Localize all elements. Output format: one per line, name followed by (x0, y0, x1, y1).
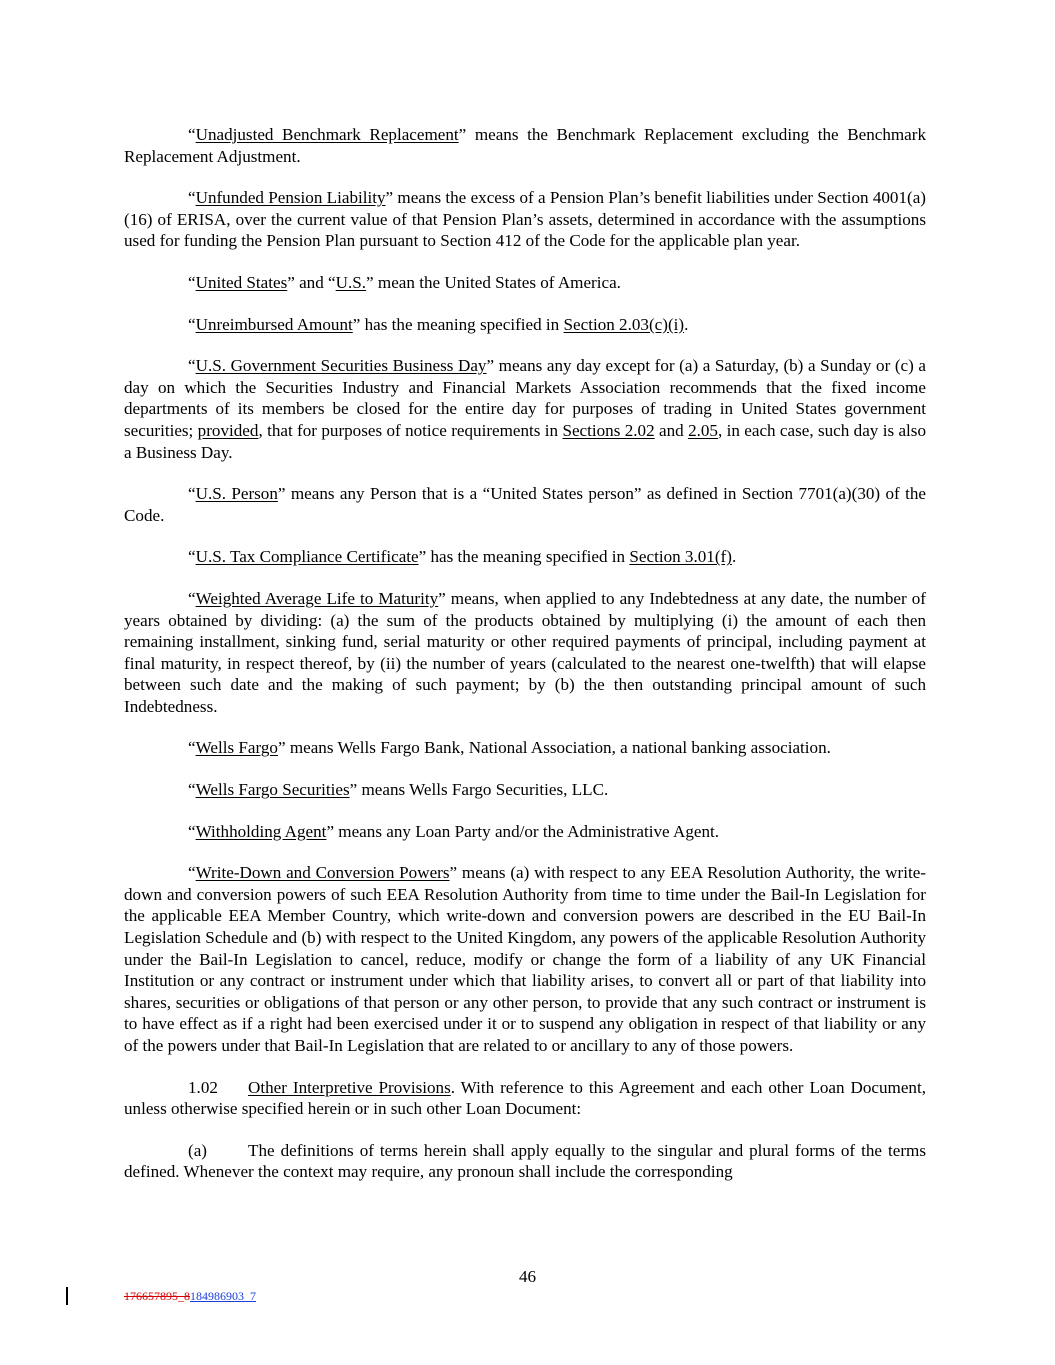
defined-term: Withholding Agent (195, 821, 327, 841)
definition-write-down-conversion-powers: “Write-Down and Conversion Powers” means (a) with respect to any EEA Resolution Authority, the write-down and conversion powers of such EEA Resolution Authority from time to time under the Bail-In Legislation for the applicable EEA Member Country, which write-down and conversion powers are described in the EU Bail-In Legislation Schedule and (b) with respect to the United Kingdom, any powers of the applicable Resolution Authority under the Bail-In Legislation to cancel, reduce, modify or change the form of a liability of any UK Financial Institution or any contract or instrument under which that liability arises, to convert all or part of that liability into shares, securities or obligations of that person or any other person, to provide that any such contract or instrument is to have effect as if a right had been exercised under it or to suspend any obligation in respect of that liability or any of the powers under that Bail-In Legislation that are related to or ancillary to any of those powers. (124, 863, 926, 1055)
definition-unadjusted-benchmark-replacement: “Unadjusted Benchmark Replacement” means the Benchmark Replacement excluding the Benchmark Replacement Adjustment. (124, 125, 927, 166)
section-reference: Section 2.03(c)(i) (563, 314, 685, 334)
section-1-02: 1.02 Other Interpretive Provisions. With reference to this Agreement and each other Loan Document, unless otherwise specified herein or in such other Loan Document: (124, 1077, 926, 1119)
clause-label: (a) (188, 1140, 207, 1160)
section-reference: Section 3.01(f) (629, 547, 732, 567)
definition-us-person: “U.S. Person” means any Person that is a “United States person” as defined in Section 7701(a)(30) of the Code. (124, 484, 926, 525)
defined-term: Unreimbursed Amount (195, 314, 353, 334)
revision-change-bar (66, 1287, 68, 1305)
document-id-deleted: 176657895_8 (124, 1289, 190, 1303)
definition-wells-fargo-securities: “Wells Fargo Securities” means Wells Fargo Securities, LLC. (188, 780, 609, 800)
definition-us-tax-compliance-certificate: “U.S. Tax Compliance Certificate” has the meaning specified in Section 3.01(f). (188, 547, 737, 567)
definition-united-states: “United States” and “U.S.” mean the United States of America. (188, 272, 621, 292)
definition-unreimbursed-amount: “Unreimbursed Amount” has the meaning specified in Section 2.03(c)(i). (188, 314, 689, 334)
document-id (124, 1289, 256, 1304)
provided-term: provided (197, 420, 259, 440)
defined-term: United States (195, 272, 288, 292)
section-reference: 2.05 (688, 420, 718, 440)
document-body (124, 124, 926, 1203)
page-number: 46 (518, 1267, 537, 1286)
defined-term: Write-Down and Conversion Powers (195, 863, 450, 883)
definition-unfunded-pension-liability: “Unfunded Pension Liability” means the excess of a Pension Plan’s benefit liabilities under Section 4001(a)(16) of ERISA, over the current value of that Pension Plan’s assets, determined in accordance with the assumptions used for funding the Pension Plan pursuant to Section 412 of the Code for the applicable plan year. (124, 188, 926, 251)
defined-term: U.S. Government Securities Business Day (195, 356, 487, 376)
defined-term: Wells Fargo Securities (195, 780, 350, 800)
defined-term: Unfunded Pension Liability (195, 188, 386, 208)
definition-weighted-average-life: “Weighted Average Life to Maturity” means, when applied to any Indebtedness at any date, the number of years obtained by dividing: (a) the sum of the products obtained by multiplying (i) the amount of each then remaining installment, sinking fund, serial maturity or other required payments of principal, including payment at final maturity, in respect thereof, by (ii) the number of years (calculated to the nearest one-twelfth) that will elapse between such date and the making of such payment; by (b) the then outstanding principal amount of such Indebtedness. (124, 588, 926, 716)
definition-us-government-securities-business-day: “U.S. Government Securities Business Day” means any day except for (a) a Saturday, (b) a Sunday or (c) a day on which the Securities Industry and Financial Markets Association recommends that the fixed income departments of its members be closed for the entire day for purposes of trading in United States government securities; provided, that for purposes of notice requirements in Sections 2.02 and 2.05, in each case, such day is also a Business Day. (124, 356, 927, 462)
defined-term: U.S. (335, 272, 367, 292)
document-id-inserted: 184986903_7 (190, 1289, 256, 1303)
defined-term: Wells Fargo (195, 738, 278, 758)
definition-wells-fargo: “Wells Fargo” means Wells Fargo Bank, National Association, a national banking association. (188, 738, 831, 758)
defined-term: Unadjusted Benchmark Replacement (195, 125, 459, 144)
section-title: Other Interpretive Provisions (248, 1077, 451, 1097)
definition-withholding-agent: “Withholding Agent” means any Loan Party and/or the Administrative Agent. (188, 821, 720, 841)
defined-term: U.S. Person (195, 484, 278, 504)
section-number: 1.02 (188, 1077, 218, 1097)
clause-a: (a) The definitions of terms herein shall apply equally to the singular and plural forms of the terms defined. Whenever the context may require, any pronoun shall include the corresponding (124, 1140, 926, 1182)
defined-term: Weighted Average Life to Maturity (195, 588, 439, 608)
section-reference: Sections 2.02 (562, 420, 655, 440)
defined-term: U.S. Tax Compliance Certificate (195, 547, 419, 567)
